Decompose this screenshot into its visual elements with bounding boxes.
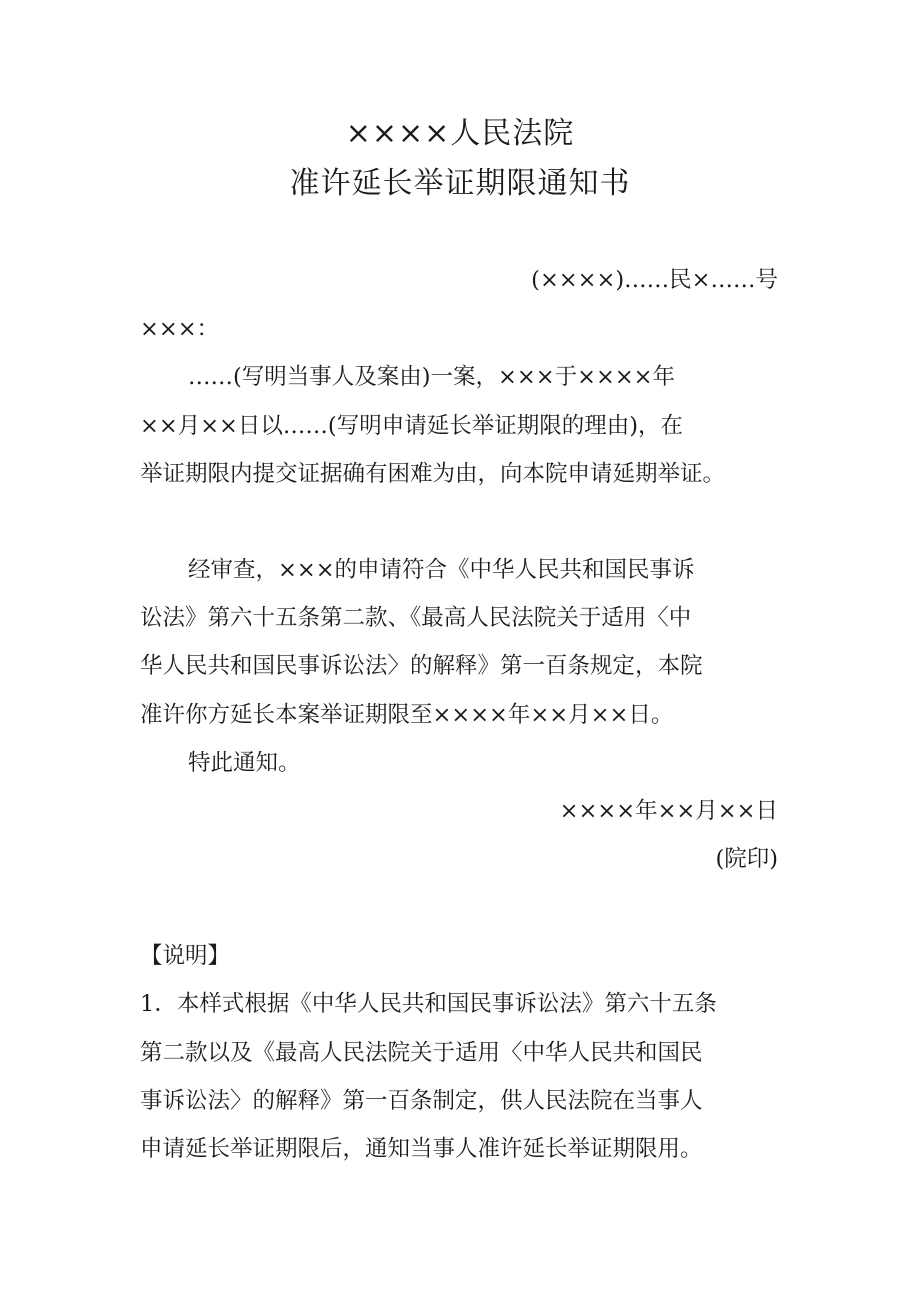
- para1-line3: 举证期限内提交证据确有困难为由，向本院申请延期举证。: [140, 461, 726, 487]
- court-name: ××××人民法院: [345, 116, 575, 151]
- para1-line2: ××月××日以……(写明申请延长举证期限的理由)，在: [140, 413, 683, 439]
- addressee: ×××：: [140, 316, 220, 342]
- document-title: 准许延长举证期限通知书: [289, 166, 631, 201]
- para2-line3: 华人民共和国民事诉讼法〉的解释》第一百条规定，本院: [140, 653, 703, 679]
- notes-heading: 【说明】: [140, 943, 231, 969]
- case-number: (××××)……民×……号: [531, 267, 778, 293]
- para2-line1: 经审查，×××的申请符合《中华人民共和国民事诉: [188, 557, 695, 583]
- court-seal-note: (院印): [715, 846, 778, 872]
- para2-line4: 准许你方延长本案举证期限至××××年××月××日。: [140, 702, 674, 728]
- para2-line2: 讼法》第六十五条第二款、《最高人民法院关于适用〈中: [140, 605, 692, 631]
- notes-line2: 第二款以及《最高人民法院关于适用〈中华人民共和国民: [140, 1040, 703, 1066]
- notes-line4: 申请延长举证期限后，通知当事人准许延长举证期限用。: [140, 1136, 703, 1162]
- para1-line1: ……(写明当事人及案由)一案，×××于××××年: [188, 364, 676, 390]
- notes-line1: 1．本样式根据《中华人民共和国民事诉讼法》第六十五条: [140, 991, 717, 1017]
- issue-date: ××××年××月××日: [559, 798, 778, 824]
- notes-line3: 事诉讼法〉的解释》第一百条制定，供人民法院在当事人: [140, 1088, 703, 1114]
- closing-text: 特此通知。: [188, 750, 301, 776]
